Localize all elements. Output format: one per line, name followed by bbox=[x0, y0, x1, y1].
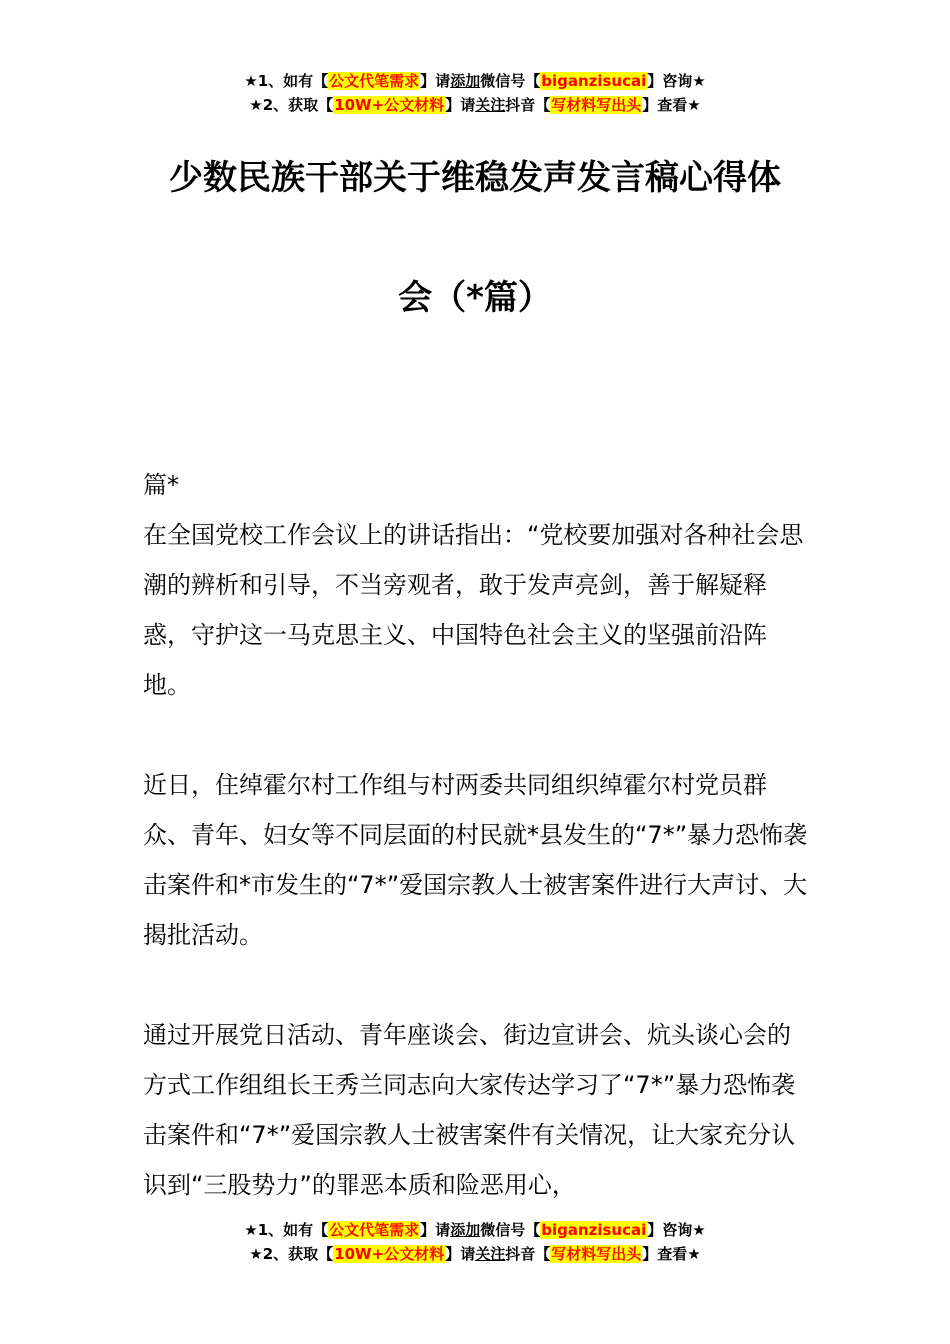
promo-text: 】请 bbox=[445, 96, 476, 114]
paragraph-2: 近日，住绰霍尔村工作组与村两委共同组织绰霍尔村党员群众、青年、妇女等不同层面的村民就*县发生的“7*”暴力恐怖袭击案件和*市发生的“7*”爱国宗教人士被害案件进行大声讨、大揭批活动。 bbox=[143, 771, 808, 949]
promo-line-1 bbox=[0, 1218, 950, 1242]
promo-text: 抖音【 bbox=[505, 1245, 551, 1263]
promo-text: 微信号【 bbox=[480, 1221, 541, 1239]
promo-highlight-materials: 10W+公文材料 bbox=[334, 1245, 445, 1263]
promo-text: ★2、获取【 bbox=[249, 1245, 334, 1263]
promo-text: ★1、如有【 bbox=[244, 72, 329, 90]
promo-highlight-materials: 10W+公文材料 bbox=[334, 96, 445, 114]
promo-highlight-wechat-id: biganzisucai bbox=[541, 72, 647, 90]
promo-line-1 bbox=[0, 69, 950, 93]
promo-text: 】请 bbox=[420, 1221, 451, 1239]
promo-underlined-text: 添加 bbox=[450, 1221, 481, 1239]
promo-text: 】咨询★ bbox=[647, 1221, 706, 1239]
promo-banner-bottom bbox=[0, 1218, 950, 1266]
paragraph-3: 通过开展党日活动、青年座谈会、街边宣讲会、炕头谈心会的方式工作组组长王秀兰同志向大家传达学习了“7*”暴力恐怖袭击案件和“7*”爱国宗教人士被害案件有关情况，让大家充分认识到“三股势力”的罪恶本质和险恶用心， bbox=[143, 1021, 796, 1199]
promo-highlight-service: 公文代笔需求 bbox=[329, 1221, 420, 1239]
promo-text: 】请 bbox=[420, 72, 451, 90]
section-heading: 篇* bbox=[143, 471, 179, 499]
promo-highlight-service: 公文代笔需求 bbox=[329, 72, 420, 90]
document-title-line-1: 少数民族干部关于维稳发声发言稿心得体 bbox=[169, 158, 781, 198]
promo-text: 】查看★ bbox=[642, 96, 701, 114]
promo-text: ★1、如有【 bbox=[244, 1221, 329, 1239]
promo-banner-top bbox=[0, 69, 950, 117]
promo-underlined-text: 关注 bbox=[475, 1245, 506, 1263]
promo-underlined-text: 关注 bbox=[475, 96, 506, 114]
promo-highlight-wechat-id: biganzisucai bbox=[541, 1221, 647, 1239]
promo-underlined-text: 添加 bbox=[450, 72, 481, 90]
promo-text: 抖音【 bbox=[505, 96, 551, 114]
promo-highlight-douyin-id: 写材料写出头 bbox=[551, 96, 642, 114]
promo-text: 】查看★ bbox=[642, 1245, 701, 1263]
document-title-line-2: 会（*篇） bbox=[398, 278, 552, 318]
promo-highlight-douyin-id: 写材料写出头 bbox=[551, 1245, 642, 1263]
promo-text: 微信号【 bbox=[480, 72, 541, 90]
promo-line-2 bbox=[0, 1242, 950, 1266]
promo-text: ★2、获取【 bbox=[249, 96, 334, 114]
promo-line-2 bbox=[0, 93, 950, 117]
document-body bbox=[143, 460, 808, 1210]
paragraph-1: 在全国党校工作会议上的讲话指出：“党校要加强对各种社会思潮的辨析和引导，不当旁观者，敢于发声亮剑，善于解疑释惑，守护这一马克思主义、中国特色社会主义的坚强前沿阵地。 bbox=[143, 521, 804, 699]
promo-text: 】咨询★ bbox=[647, 72, 706, 90]
promo-text: 】请 bbox=[445, 1245, 476, 1263]
